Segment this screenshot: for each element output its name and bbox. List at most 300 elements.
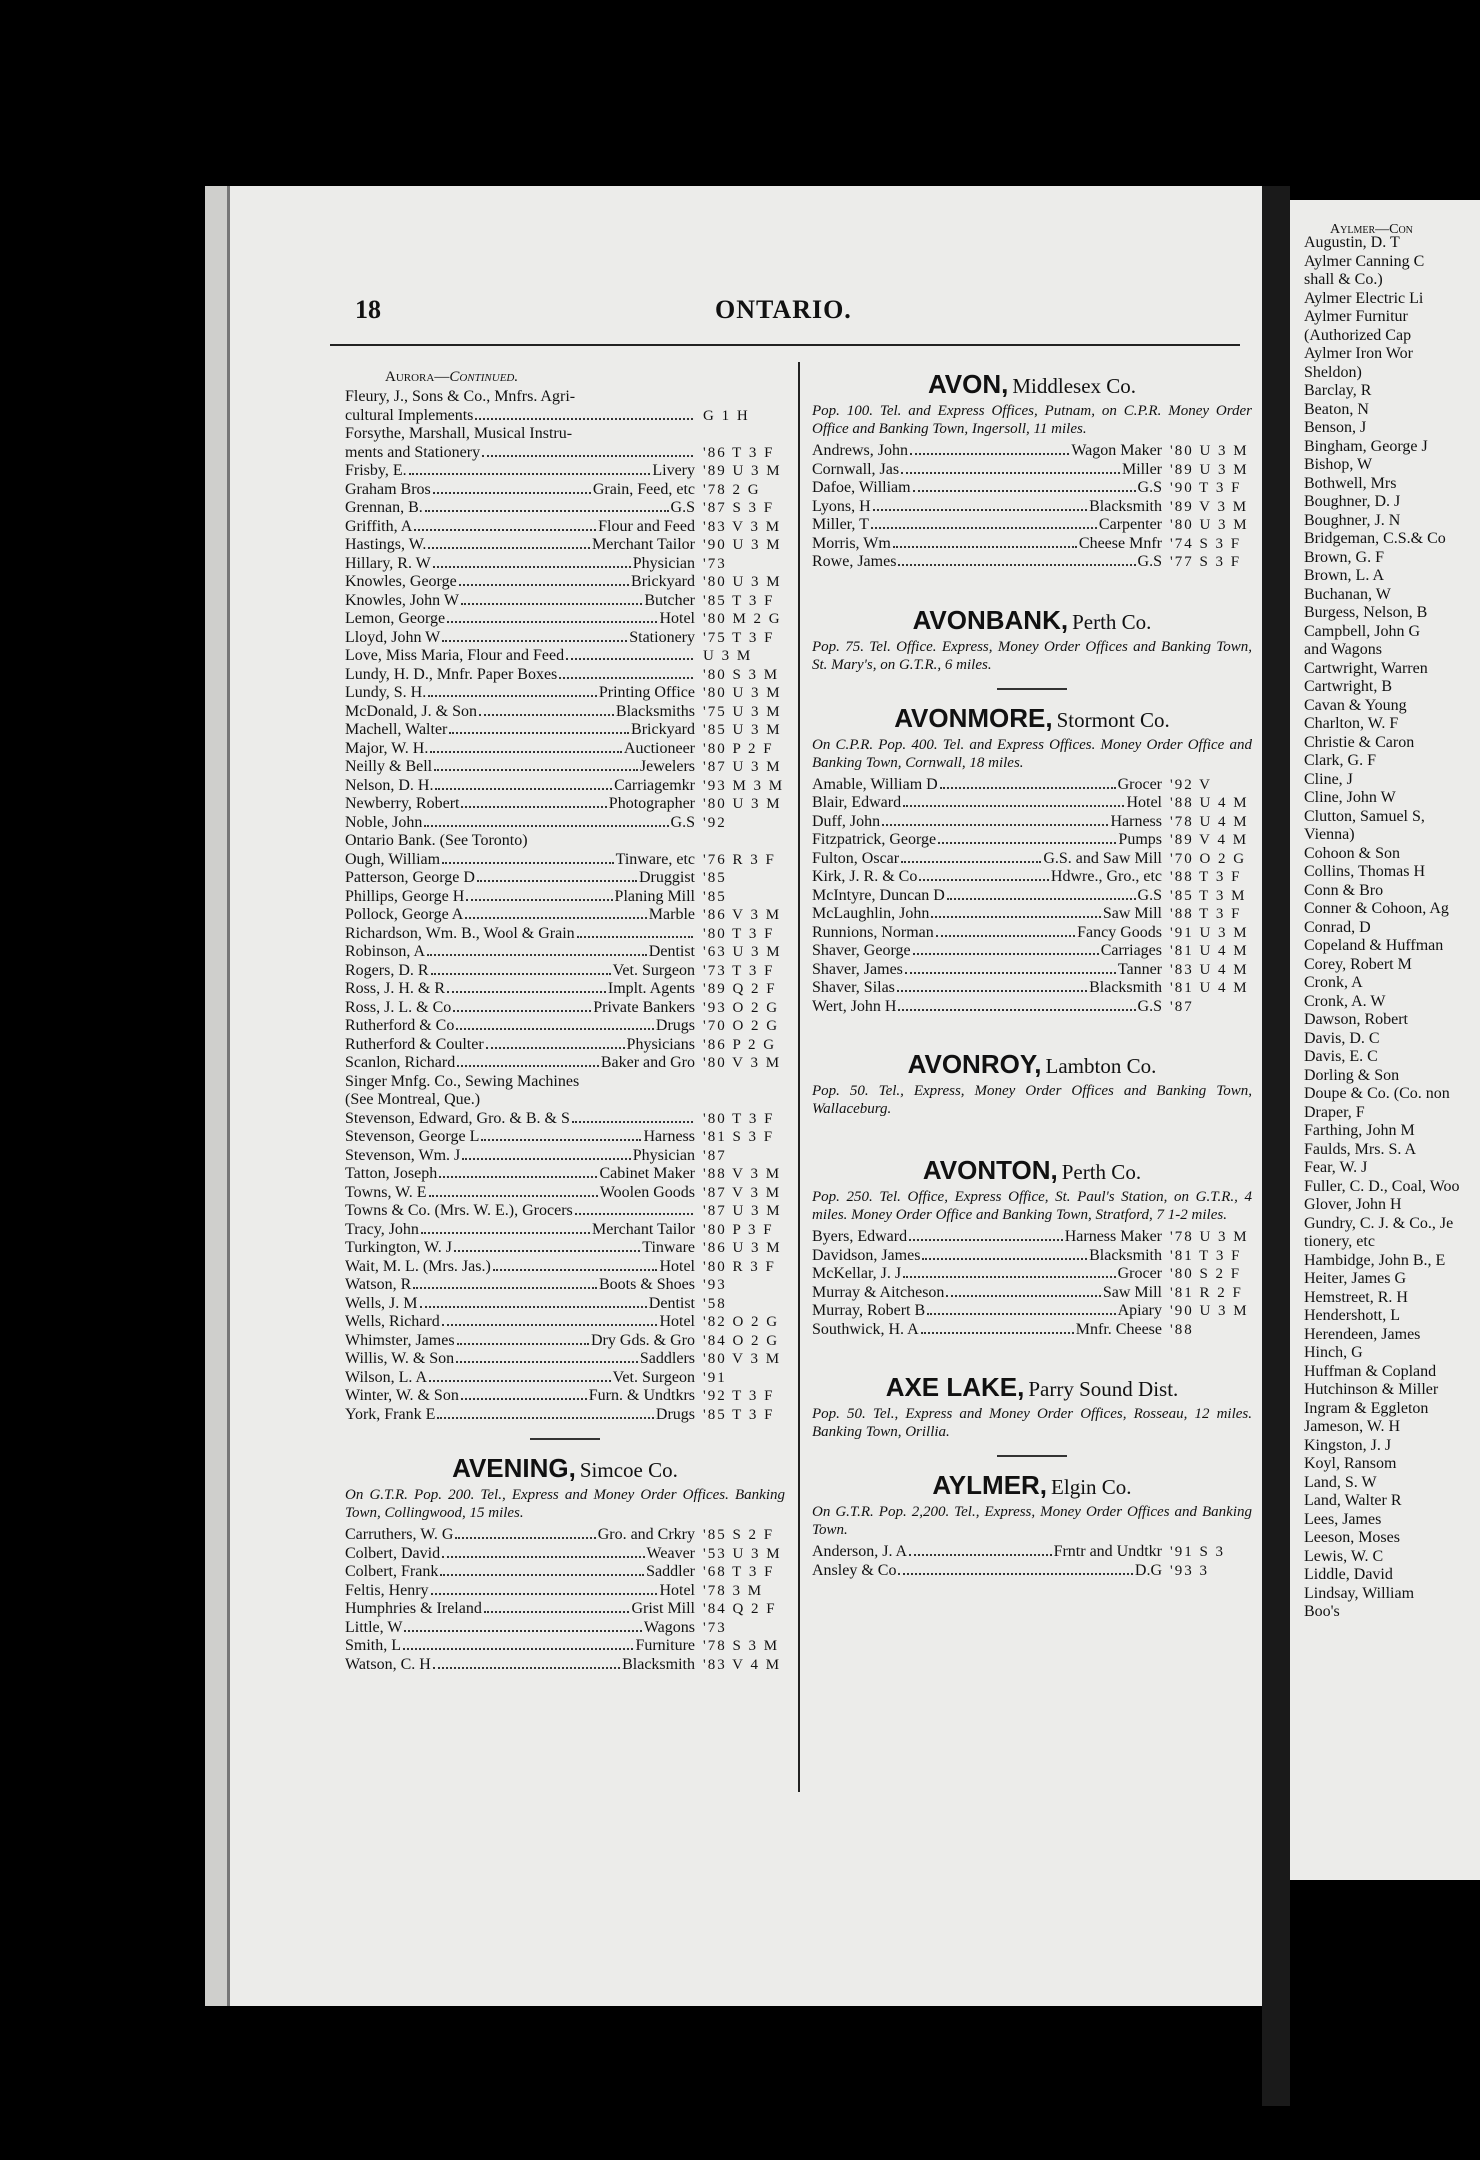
entry-rating: '75 U 3 M	[703, 703, 782, 720]
entry-rating: '91 S 3	[1170, 1544, 1226, 1560]
entry-name: Dafoe, William	[812, 479, 911, 496]
entry-rating: '81 S 3 F	[703, 1129, 775, 1145]
entry-rating: '93 M 3 M	[703, 777, 785, 794]
directory-entry	[345, 1184, 785, 1203]
entry-name: Robinson, A	[345, 943, 426, 960]
adjacent-entry: Boo's	[1304, 1603, 1340, 1620]
entry-name: ments and Stationery	[345, 443, 481, 461]
entry-name: McDonald, J. & Son	[345, 702, 477, 720]
entry-rating: '92 V	[1170, 776, 1213, 793]
adjacent-continued-heading: Aylmer—Con	[1330, 222, 1413, 237]
entry-business: Dentist	[648, 1294, 695, 1312]
entry-name: York, Frank E	[345, 1405, 436, 1423]
entry-rating: '82 O 2 G	[703, 1314, 780, 1330]
entry-rating: '78 2 G	[703, 481, 761, 498]
directory-entry	[812, 850, 1252, 869]
avon-listing	[812, 442, 1252, 572]
town-heading-avonbank	[812, 602, 1252, 638]
adjacent-entry: Leeson, Moses	[1304, 1529, 1400, 1546]
aylmer-listing	[812, 1543, 1252, 1580]
entry-business: Blacksmith	[1089, 1246, 1162, 1264]
entry-rating: U 3 M	[703, 648, 753, 664]
entry-name: Wells, Richard	[345, 1313, 440, 1330]
directory-entry	[345, 1619, 785, 1638]
entry-rating: '93 3	[1170, 1562, 1209, 1579]
leader-dots	[493, 1269, 658, 1271]
town-name: AVON,	[927, 369, 1009, 399]
adjacent-entry: Aylmer Furnitur	[1304, 308, 1408, 325]
section-rule	[997, 688, 1067, 690]
entry-name: Little, W	[345, 1618, 403, 1636]
page-gutter	[1262, 186, 1290, 2106]
entry-rating: '80 U 3 M	[703, 574, 782, 590]
leader-dots	[465, 917, 646, 919]
directory-entry	[345, 1091, 785, 1110]
entry-business: Flour and Feed	[598, 517, 695, 535]
adjacent-entry: Cavan & Young	[1304, 696, 1407, 714]
adjacent-entry: Fear, W. J	[1304, 1159, 1368, 1176]
adjacent-entry: Aylmer Electric Li	[1304, 289, 1424, 307]
adjacent-entry: Liddle, David	[1304, 1566, 1393, 1583]
adjacent-entry: Conner & Cohoon, Ag	[1304, 900, 1449, 917]
leader-dots	[898, 564, 1135, 566]
town-description: On C.P.R. Pop. 400. Tel. and Express Offices. Money Order Office and Banking Town, Cornwall, 18 miles.	[812, 736, 1252, 771]
leader-dots	[901, 861, 1041, 863]
page-binding-edge	[205, 186, 230, 2006]
leader-dots	[433, 492, 591, 494]
county-name: Stormont Co.	[1056, 707, 1170, 732]
entry-business: Weaver	[646, 1544, 695, 1562]
entry-business: Baker and Gro	[600, 1054, 695, 1071]
adjacent-entry: Hutchinson & Miller	[1304, 1381, 1439, 1398]
section-rule	[997, 1455, 1067, 1457]
adjacent-entry: tionery, etc	[1304, 1233, 1375, 1250]
directory-entry	[345, 1147, 785, 1166]
entry-business: Planing Mill	[614, 887, 695, 905]
entry-name: Richardson, Wm. B., Wool & Grain	[345, 924, 575, 942]
leader-dots	[909, 1554, 1051, 1556]
entry-business: Pumps	[1118, 831, 1162, 848]
leader-dots	[482, 455, 693, 457]
leader-dots	[431, 1593, 658, 1595]
entry-name: Carruthers, W. G	[345, 1526, 454, 1543]
entry-business: G.S	[1137, 479, 1162, 496]
section-rule	[530, 1438, 600, 1440]
adjacent-entry: Charlton, W. F	[1304, 715, 1399, 732]
entry-business: G.S. and Saw Mill	[1043, 849, 1162, 867]
entry-name: Tracy, John	[345, 1220, 419, 1238]
entry-name: Amable, William D	[812, 775, 938, 793]
entry-business: Printing Office	[598, 684, 695, 701]
entry-business: Frntr and Undtkr	[1053, 1543, 1162, 1560]
entry-rating: '88	[1170, 1321, 1194, 1338]
leader-dots	[484, 1611, 630, 1613]
adjacent-entry: Conrad, D	[1304, 918, 1371, 936]
leader-dots	[566, 658, 693, 660]
directory-entry	[345, 888, 785, 907]
directory-entry	[345, 1526, 785, 1545]
directory-entry	[345, 684, 785, 703]
leader-dots	[442, 862, 614, 864]
adjacent-entry: Augustin, D. T	[1304, 234, 1400, 251]
entry-name: Pollock, George A	[345, 906, 464, 923]
leader-dots	[946, 1295, 1100, 1297]
entry-business: Livery	[652, 462, 695, 479]
directory-entry	[345, 1295, 785, 1314]
town-name: AVONBANK,	[912, 604, 1069, 635]
directory-entry	[345, 740, 785, 759]
adjacent-entry: Brown, G. F	[1304, 548, 1385, 566]
leader-dots	[457, 1343, 589, 1345]
adjacent-entry: Koyl, Ransom	[1304, 1455, 1397, 1472]
entry-name: Lemon, George	[345, 610, 446, 627]
entry-business: Carriagemkr	[614, 776, 695, 794]
directory-entry	[345, 555, 785, 574]
entry-name: Kirk, J. R. & Co	[812, 868, 918, 885]
directory-entry	[345, 1563, 785, 1582]
directory-entry	[812, 535, 1252, 554]
leader-dots	[442, 1556, 644, 1558]
directory-entry	[345, 1276, 785, 1295]
entry-rating: '89 U 3 M	[1170, 461, 1249, 478]
adjacent-entry: Vienna)	[1304, 826, 1355, 843]
adjacent-entry: Bishop, W	[1304, 456, 1373, 473]
adjacent-entry: Cronk, A	[1304, 974, 1363, 991]
entry-name: cultural Implements	[345, 406, 474, 424]
entry-name: Murray & Aitcheson	[812, 1283, 945, 1301]
leader-dots	[940, 787, 1116, 789]
adjacent-entry: Faulds, Mrs. S. A	[1304, 1140, 1417, 1158]
entry-name: Miller, T	[812, 516, 869, 533]
entry-name: Byers, Edward	[812, 1228, 908, 1245]
leader-dots	[403, 1648, 633, 1650]
directory-entry	[345, 703, 785, 722]
entry-rating: '73	[703, 555, 727, 572]
directory-entry	[812, 942, 1252, 961]
entry-business: Photographer	[608, 795, 695, 812]
town-description: On G.T.R. Pop. 2,200. Tel., Express, Money Order Offices and Banking Town.	[812, 1504, 1252, 1538]
entry-business: G.S	[1137, 886, 1162, 904]
entry-business: Grain, Feed, etc	[592, 480, 695, 498]
directory-entry	[345, 851, 785, 870]
leader-dots	[430, 751, 622, 753]
directory-entry	[345, 962, 785, 981]
entry-name: Winter, W. & Son	[345, 1387, 459, 1404]
town-heading-avonroy	[812, 1046, 1252, 1082]
town-description: Pop. 50. Tel., Express and Money Order Offices, Rosseau, 12 miles. Banking Town, Orillia.	[812, 1406, 1252, 1440]
entry-business: G.S	[670, 499, 695, 516]
leader-dots	[456, 1361, 638, 1363]
entry-rating: '78 3 M	[703, 1582, 764, 1599]
entry-name: Shaver, George	[812, 942, 911, 959]
entry-name: Colbert, Frank	[345, 1563, 439, 1580]
town-name: AYLMER,	[932, 1470, 1048, 1500]
entry-rating: '89 V 3 M	[1170, 498, 1249, 515]
entry-name: Towns, W. E	[345, 1183, 427, 1201]
adjacent-entry: Buchanan, W	[1304, 585, 1391, 603]
entry-business: Blacksmith	[1089, 497, 1162, 515]
directory-entry	[345, 758, 785, 777]
entry-rating: '89 Q 2 F	[703, 981, 777, 997]
leader-dots	[572, 1121, 693, 1123]
adjacent-entry: Bothwell, Mrs	[1304, 474, 1397, 492]
leader-dots	[424, 825, 668, 827]
entry-rating: '92	[703, 814, 727, 831]
entry-rating: '81 U 4 M	[1170, 980, 1249, 996]
entry-name: Duff, John	[812, 812, 881, 830]
entry-rating: '83 U 4 M	[1170, 961, 1249, 978]
entry-name: Nelson, D. H.	[345, 776, 434, 794]
directory-entry	[345, 1545, 785, 1564]
adjacent-entry: Clutton, Samuel S,	[1304, 807, 1425, 825]
leader-dots	[437, 1417, 654, 1419]
directory-entry	[345, 814, 785, 833]
directory-entry	[345, 795, 785, 814]
leader-dots	[457, 1065, 599, 1067]
running-title: ONTARIO.	[715, 295, 852, 324]
entry-name: Phillips, George H	[345, 887, 465, 905]
entry-business: Harness	[1110, 812, 1162, 830]
leader-dots	[913, 953, 1099, 955]
directory-entry	[345, 1073, 785, 1092]
entry-business: Physician	[632, 1146, 695, 1164]
entry-name: Rogers, D. R	[345, 961, 429, 979]
directory-entry	[345, 499, 785, 518]
directory-entry	[345, 536, 785, 555]
entry-name: Wells, J. M	[345, 1294, 418, 1312]
entry-rating: '58	[703, 1295, 727, 1312]
leader-dots	[481, 1139, 641, 1141]
directory-entry	[345, 832, 785, 851]
entry-business: Boots & Shoes	[598, 1276, 695, 1293]
adjacent-entry: Gundry, C. J. & Co., Je	[1304, 1214, 1454, 1232]
entry-name: Shaver, Silas	[812, 979, 895, 996]
county-name: Simcoe Co.	[579, 1458, 678, 1482]
adjacent-entry: Campbell, John G	[1304, 622, 1420, 640]
adjacent-entry: Bingham, George J	[1304, 437, 1428, 455]
entry-business: Hotel	[659, 1257, 695, 1275]
entry-business: Butcher	[644, 591, 695, 609]
entry-name: McLaughlin, John	[812, 905, 930, 922]
town-description: Pop. 250. Tel. Office, Express Office, St. Paul's Station, on G.T.R., 4 miles. Money Order Office and Banking Town, Stratford, 7 1-2 miles.	[812, 1189, 1252, 1223]
entry-business: Woolen Goods	[599, 1183, 695, 1201]
entry-name: Stevenson, Edward, Gro. & B. & S	[345, 1109, 570, 1127]
entry-rating: '87 S 3 F	[703, 500, 775, 516]
entry-business: Physician	[632, 554, 695, 572]
directory-entry	[345, 647, 785, 666]
entry-name: Fulton, Oscar	[812, 849, 900, 867]
entry-rating: '68 T 3 F	[703, 1564, 775, 1580]
entry-business: Jewelers	[639, 758, 695, 775]
directory-entry	[812, 442, 1252, 461]
entry-business: Furn. & Undtkrs	[588, 1387, 695, 1404]
entry-rating: '85 T 3 F	[703, 1406, 775, 1423]
adjacent-entry: Draper, F	[1304, 1103, 1365, 1121]
entry-rating: '85 T 3 F	[703, 592, 775, 609]
directory-entry	[345, 666, 785, 685]
leader-dots	[873, 509, 1087, 511]
leader-dots	[871, 527, 1097, 529]
entry-name: Smith, L	[345, 1637, 402, 1654]
entry-business: Dry Gds. & Gro	[591, 1331, 695, 1349]
leader-dots	[433, 566, 631, 568]
town-heading-axe-lake	[812, 1369, 1252, 1405]
directory-entry	[812, 553, 1252, 572]
town-heading-avening	[345, 1450, 785, 1486]
entry-business: G.S	[670, 813, 695, 831]
leader-dots	[440, 1574, 644, 1576]
directory-entry	[345, 1036, 785, 1055]
entry-business: Carpenter	[1098, 516, 1162, 533]
directory-entry	[345, 462, 785, 481]
entry-rating: '84 O 2 G	[703, 1332, 780, 1349]
adjacent-entry: Farthing, John M	[1304, 1122, 1415, 1139]
entry-business: Hotel	[659, 1313, 695, 1330]
directory-entry	[345, 518, 785, 537]
leader-dots	[434, 769, 638, 771]
entry-name: Lundy, S. H.	[345, 684, 427, 701]
header-rule	[330, 344, 1240, 346]
adjacent-entry: Ingram & Eggleton	[1304, 1399, 1429, 1417]
adjacent-entry: Boughner, D. J	[1304, 493, 1401, 510]
entry-name: Wilson, L. A	[345, 1368, 428, 1386]
entry-business: Saw Mill	[1102, 905, 1162, 922]
entry-rating: '63 U 3 M	[703, 944, 782, 960]
directory-entry	[345, 1350, 785, 1369]
directory-entry	[345, 610, 785, 629]
entry-name: Patterson, George D	[345, 869, 475, 886]
directory-entry	[812, 461, 1252, 480]
directory-entry	[345, 1165, 785, 1184]
leader-dots	[435, 788, 612, 790]
entry-business: Fancy Goods	[1077, 923, 1162, 941]
leader-dots	[947, 898, 1136, 900]
entry-name: Major, W. H.	[345, 739, 429, 757]
continued-heading: Aurora—Continued.	[385, 369, 519, 385]
adjacent-entry: Clark, G. F	[1304, 752, 1376, 769]
town-description: Pop. 100. Tel. and Express Offices, Putnam, on C.P.R. Money Order Office and Banking Town, Ingersoll, 11 miles.	[812, 403, 1252, 437]
adjacent-entry: Bridgeman, C.S.& Co	[1304, 530, 1446, 547]
entry-rating: '87	[703, 1147, 727, 1164]
entry-business: Saddlers	[639, 1350, 695, 1367]
entry-business: Merchant Tailor	[592, 536, 695, 553]
directory-entry	[345, 1110, 785, 1129]
adjacent-entry: Heiter, James G	[1304, 1270, 1406, 1287]
entry-rating: '89 V 4 M	[1170, 832, 1249, 848]
directory-entry	[345, 444, 785, 463]
entry-business: G.S	[1137, 997, 1162, 1015]
entry-rating: '91 U 3 M	[1170, 924, 1249, 941]
directory-entry	[345, 1128, 785, 1147]
entry-rating: '81 U 4 M	[1170, 943, 1249, 959]
adjacent-entry: Brown, L. A	[1304, 567, 1384, 584]
directory-entry	[345, 1221, 785, 1240]
town-name: AVENING,	[452, 1453, 576, 1483]
entry-name: Rowe, James	[812, 553, 897, 570]
entry-rating: '88 U 4 M	[1170, 795, 1249, 811]
entry-name: Singer Mnfg. Co., Sewing Machines	[345, 1072, 580, 1090]
entry-rating: '75 T 3 F	[703, 629, 775, 646]
entry-rating: '88 V 3 M	[703, 1166, 782, 1182]
entry-rating: '87 U 3 M	[703, 1203, 782, 1219]
entry-business: Wagon Maker	[1071, 442, 1162, 459]
directory-entry	[812, 905, 1252, 924]
leader-dots	[575, 1213, 693, 1215]
directory-entry	[345, 1387, 785, 1406]
leader-dots	[409, 473, 651, 475]
directory-entry	[812, 961, 1252, 980]
county-name: Elgin Co.	[1051, 1475, 1132, 1499]
entry-rating: '86 T 3 F	[703, 444, 775, 461]
entry-rating: '83 V 4 M	[703, 1656, 782, 1673]
leader-dots	[429, 1380, 611, 1382]
entry-business: Hotel	[659, 1581, 695, 1599]
entry-name: Colbert, David	[345, 1544, 441, 1562]
avonmore-listing	[812, 776, 1252, 1017]
directory-entry	[345, 869, 785, 888]
adjacent-entry: Conn & Bro	[1304, 881, 1384, 899]
continued-label: Continued.	[449, 369, 519, 385]
leader-dots	[475, 418, 693, 420]
entry-rating: '87	[1170, 998, 1194, 1015]
town-heading-avonton	[812, 1152, 1252, 1188]
entry-rating: '73	[703, 1619, 727, 1636]
entry-name: Watson, C. H	[345, 1655, 431, 1673]
adjacent-entry: Cohoon & Son	[1304, 844, 1401, 862]
entry-name: Blair, Edward	[812, 794, 902, 811]
entry-name: Humphries & Ireland	[345, 1600, 482, 1617]
entry-rating: '74 S 3 F	[1170, 535, 1242, 552]
entry-rating: '86 P 2 G	[703, 1036, 777, 1053]
adjacent-entry: Land, Walter R	[1304, 1492, 1402, 1509]
entry-business: Hdwre., Gro., etc	[1050, 868, 1162, 885]
adjacent-entry: and Wagons	[1304, 641, 1382, 658]
entry-rating: '86 V 3 M	[703, 907, 782, 923]
town-name: AXE LAKE,	[885, 1372, 1025, 1402]
entry-rating: '93 O 2 G	[703, 999, 780, 1016]
entry-name: Anderson, J. A	[812, 1543, 908, 1560]
leader-dots	[461, 603, 642, 605]
entry-rating: '81 T 3 F	[1170, 1247, 1242, 1264]
entry-rating: '80 S 3 M	[703, 666, 780, 683]
leader-dots	[425, 510, 669, 512]
entry-business: Mnfr. Cheese	[1075, 1320, 1162, 1338]
directory-entry	[345, 1656, 785, 1675]
directory-entry	[812, 887, 1252, 906]
directory-entry	[345, 999, 785, 1018]
entry-rating: '80 T 3 F	[703, 1110, 775, 1127]
entry-name: Frisby, E.	[345, 462, 407, 479]
town-name: AVONTON,	[922, 1155, 1058, 1185]
directory-entry	[345, 1369, 785, 1388]
entry-rating: '84 Q 2 F	[703, 1601, 777, 1617]
avonton-listing	[812, 1228, 1252, 1339]
leader-dots	[439, 1176, 597, 1178]
entry-business: Saddler	[646, 1563, 695, 1580]
leader-dots	[449, 732, 629, 734]
directory-entry	[345, 481, 785, 500]
leader-dots	[910, 453, 1069, 455]
entry-name: Davidson, James	[812, 1246, 921, 1264]
leader-dots	[420, 1306, 647, 1308]
entry-name: Lundy, H. D., Mnfr. Paper Boxes	[345, 665, 558, 683]
continued-town: Aurora	[385, 369, 435, 385]
entry-rating: '70 O 2 G	[703, 1018, 780, 1034]
entry-name: Cornwall, Jas	[812, 460, 900, 478]
directory-entry	[345, 1637, 785, 1656]
leader-dots	[459, 584, 629, 586]
leader-dots	[577, 936, 693, 938]
